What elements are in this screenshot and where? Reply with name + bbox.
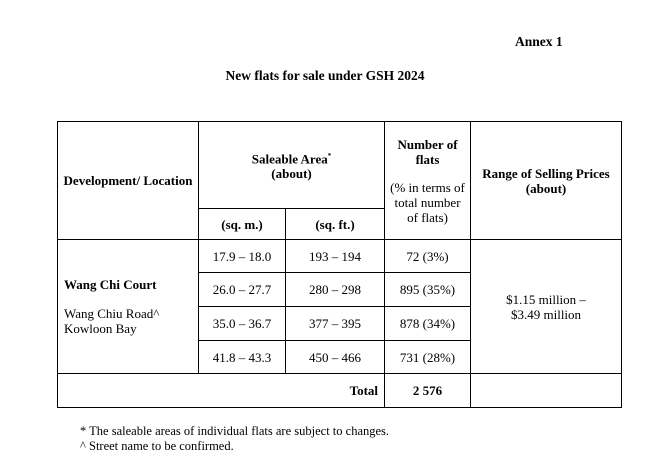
row-sqm: 26.0 – 27.7	[199, 273, 286, 307]
row-sqm: 41.8 – 43.3	[199, 341, 286, 374]
saleable-area-label: Saleable Area	[251, 151, 328, 167]
header-price-range	[471, 122, 622, 240]
development-district: Kowloon Bay	[64, 321, 137, 336]
page-title: New flats for sale under GSH 2024	[225, 68, 425, 83]
row-flats: 895 (35%)	[385, 273, 471, 307]
price-range-about: (about)	[525, 180, 567, 196]
saleable-area-footnote-mark: *	[327, 151, 332, 160]
row-sqft: 450 – 466	[286, 341, 385, 374]
price-range-low: $1.15 million –	[506, 291, 586, 307]
row-flats: 878 (34%)	[385, 307, 471, 341]
development-street: Wang Chiu Road^	[64, 306, 160, 321]
number-of-flats-label: Number of flats	[397, 136, 458, 167]
row-sqft: 377 – 395	[286, 307, 385, 341]
header-number-of-flats	[385, 122, 471, 240]
development-name: Wang Chi Court	[64, 277, 157, 292]
flats-table	[57, 121, 622, 408]
footnote-street: ^ Street name to be confirmed.	[80, 439, 234, 453]
row-sqm: 35.0 – 36.7	[199, 307, 286, 341]
price-range-high: $3.49 million	[510, 306, 582, 322]
price-range-label: Range of Selling Prices	[482, 165, 610, 181]
table-row	[58, 240, 622, 273]
row-sqft: 280 – 298	[286, 273, 385, 307]
row-sqm: 17.9 – 18.0	[199, 240, 286, 273]
row-flats: 72 (3%)	[385, 240, 471, 273]
saleable-area-about: (about)	[271, 166, 312, 182]
total-row	[58, 374, 622, 408]
row-sqft: 193 – 194	[286, 240, 385, 273]
footnote-saleable: * The saleable areas of individual flats are subject to changes.	[80, 424, 390, 438]
header-sqft: (sq. ft.)	[286, 209, 385, 240]
percent-note: (% in terms of total number of flats)	[390, 179, 465, 225]
header-development-location: Development/ Location	[58, 122, 199, 240]
total-value: 2 576	[385, 374, 471, 408]
total-empty-cell	[471, 374, 622, 408]
header-saleable-area	[199, 122, 385, 209]
development-cell	[58, 240, 199, 374]
header-sqm: (sq. m.)	[199, 209, 286, 240]
row-flats: 731 (28%)	[385, 341, 471, 374]
annex-label: Annex 1	[515, 34, 563, 49]
total-label: Total	[58, 374, 385, 408]
price-range-cell	[471, 240, 622, 374]
